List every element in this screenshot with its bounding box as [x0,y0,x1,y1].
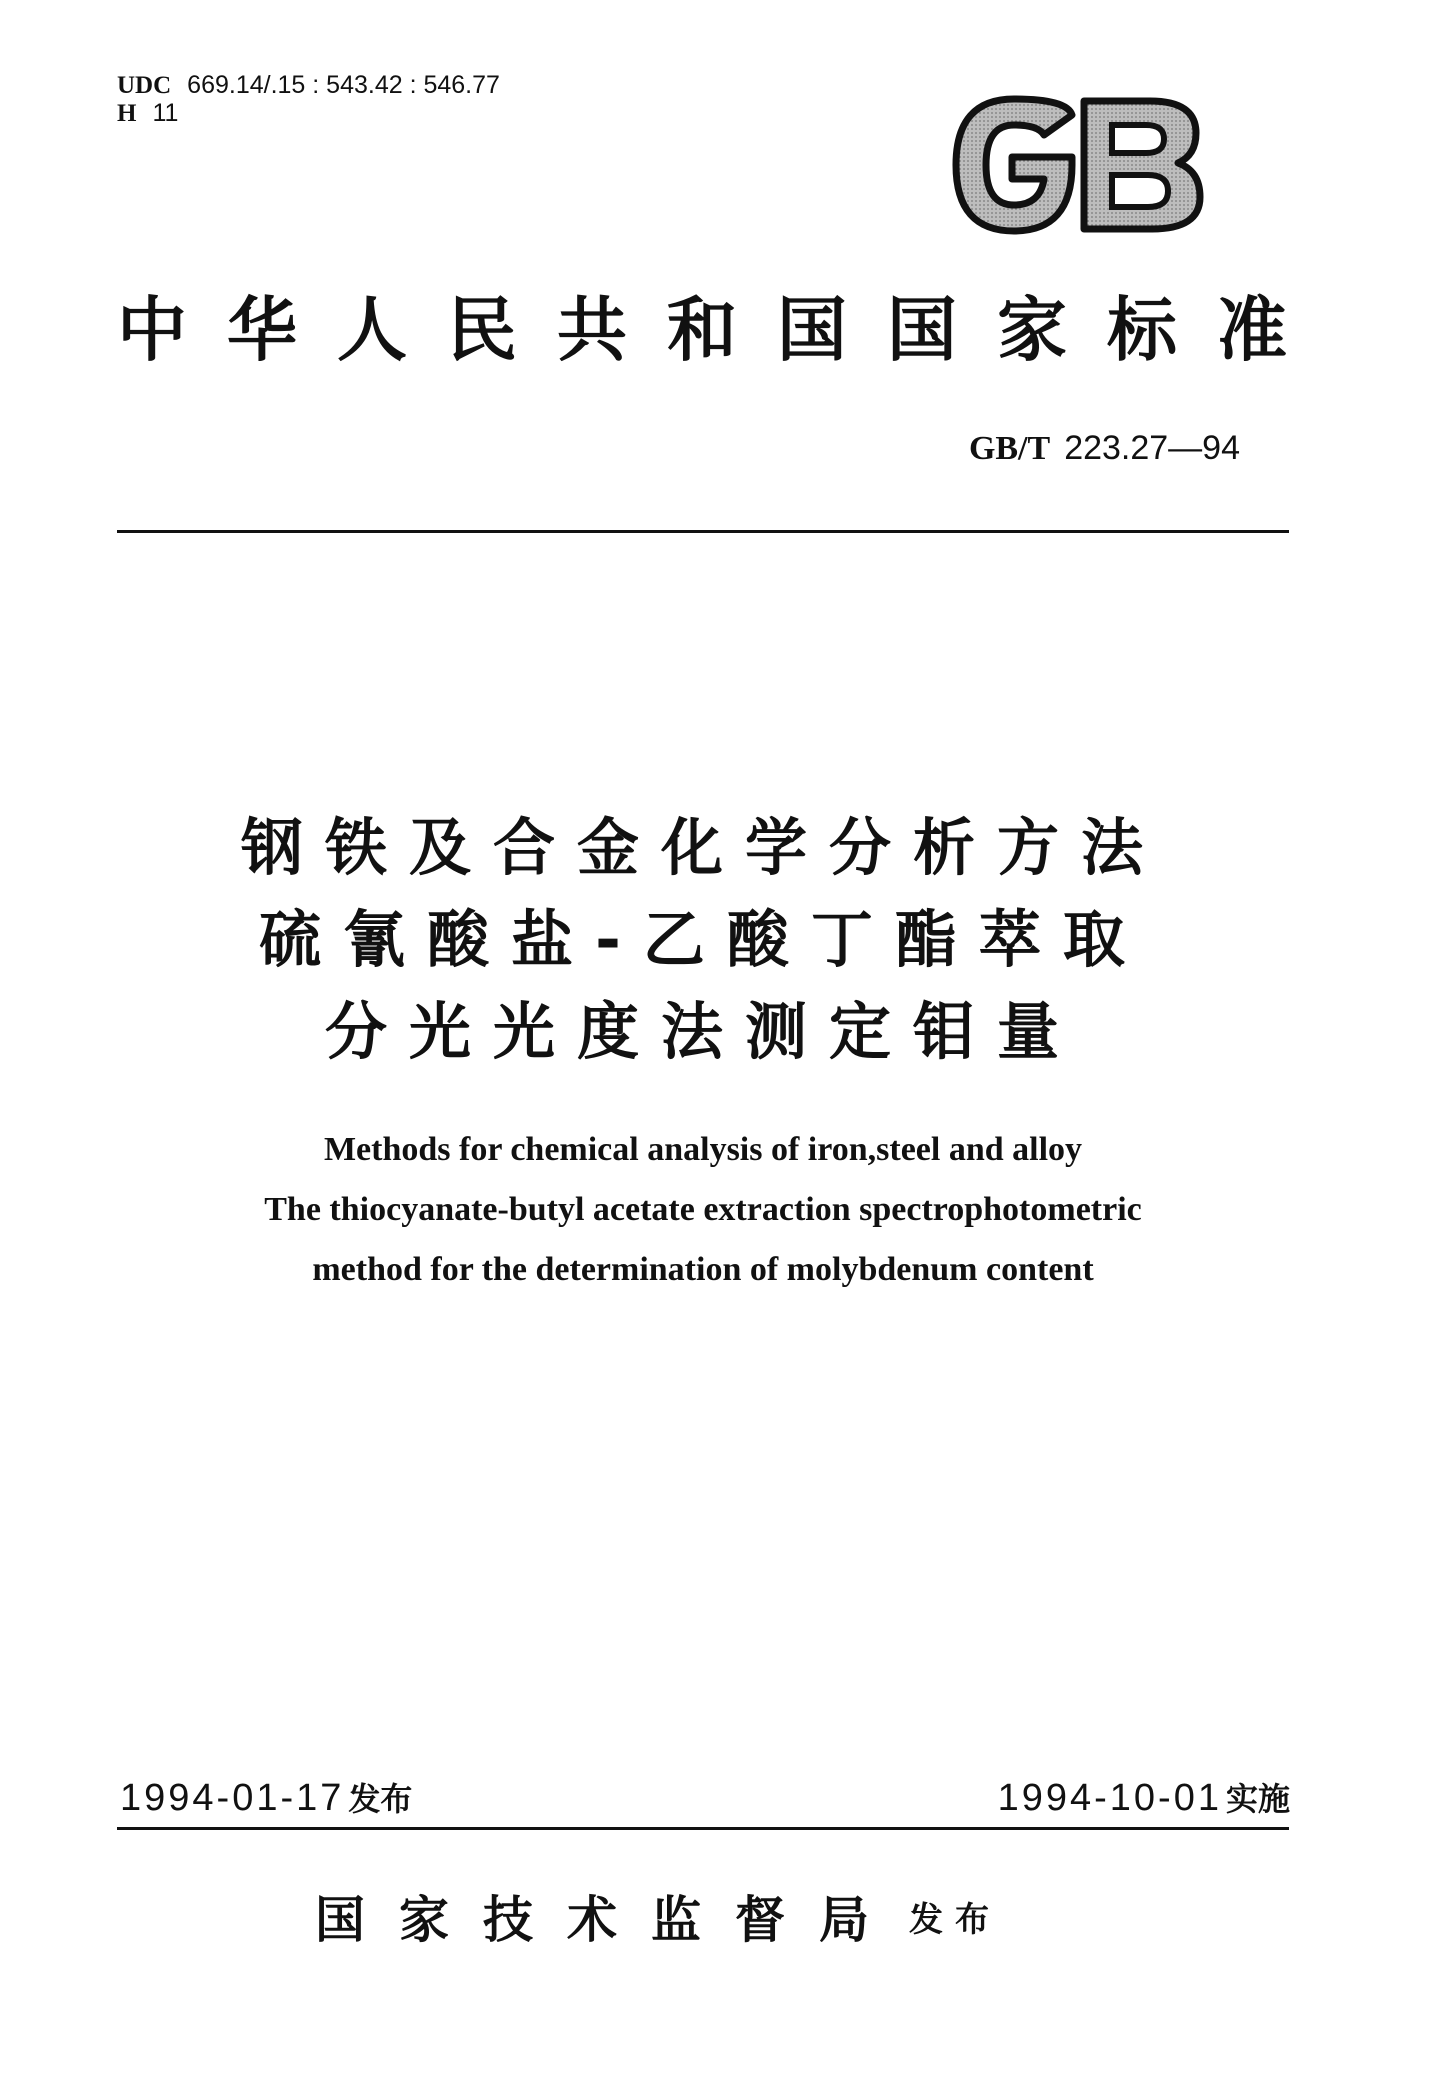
implementation-date-value: 1994-10-01 [997,1777,1222,1819]
udc-classification [117,70,500,101]
gb-logo [950,95,1205,235]
publisher-name: 国家技术监督局 [315,1891,903,1949]
standard-number-prefix: GB/T [968,430,1051,467]
standard-number-value: 223.27—94 [1064,429,1240,467]
implementation-date [998,1775,1290,1822]
udc-value: 669.14/.15 : 543.42 : 546.77 [187,71,500,99]
chinese-title-line-3: 分光光度法测定钼量 [324,995,1081,1068]
issue-date [120,1775,412,1822]
issue-date-value: 1994-01-17 [120,1777,345,1819]
chinese-title-line-2: 硫氰酸盐-乙酸丁酯萃取 [259,903,1147,976]
top-divider [117,530,1289,533]
english-title-line-3: method for the determination of molybdenum content [312,1251,1094,1288]
standard-number [969,428,1240,469]
english-title-line-2: The thiocyanate-butyl acetate extraction spectrophotometric [264,1191,1142,1228]
gb-logo-letter-g [956,99,1072,231]
udc-label: UDC [117,72,172,99]
publisher-action: 发布 [909,1900,1001,1940]
implementation-date-suffix: 实施 [1225,1780,1290,1818]
ccs-value: 11 [152,99,179,127]
english-title-line-1: Methods for chemical analysis of iron,steel and alloy [323,1131,1083,1168]
ccs-label: H [117,100,137,127]
issue-date-suffix: 发布 [348,1780,413,1818]
chinese-title-line-1: 钢铁及合金化学分析方法 [240,811,1165,884]
publisher-line [315,1888,1001,1952]
gb-logo-letter-b [1084,101,1200,229]
national-standard-title: 中华人民共和国国家标准 [117,289,1327,371]
bottom-divider [117,1827,1289,1830]
ccs-classification [117,98,178,129]
